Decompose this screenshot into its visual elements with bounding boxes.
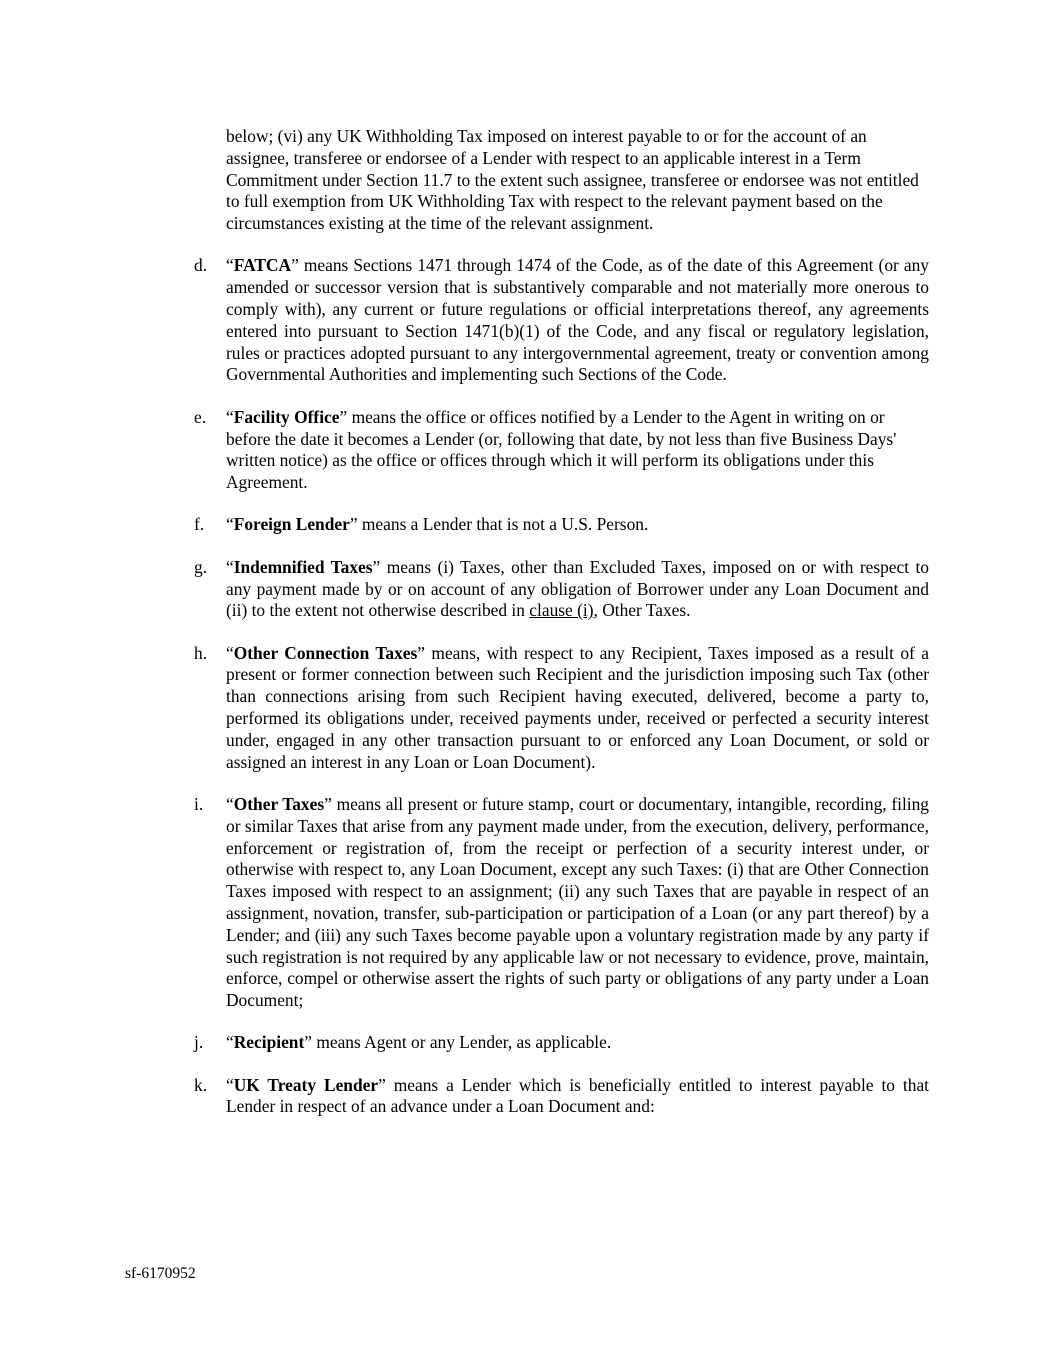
document-id-footer: sf-6170952 [125, 1265, 196, 1282]
intro-text: below; (vi) any UK Withholding Tax imposed on interest payable to or for the account of an assignee, transferee or endorsee of a Lender with respect to an applicable interest in a Term Commitment under Section 11.7 to the extent such assignee, transferee or endorsee was not entitled to full exemption from UK Withholding Tax with respect to the relevant payment based on the circumstances existing at the time of the relevant assignment. [226, 126, 919, 234]
list-marker: k. [194, 1074, 208, 1095]
defined-term: Recipient [233, 1032, 305, 1053]
list-marker: h. [194, 642, 208, 663]
definition-uk-treaty-lender: k. “UK Treaty Lender” means a Lender which is beneficially entitled to interest payable to that Lender in respect of an advance under a Loan Document and: [194, 1074, 929, 1117]
definition-text: means a Lender that is not a U.S. Person. [357, 514, 649, 535]
defined-term: UK Treaty Lender [233, 1074, 379, 1095]
definition-text: means a Lender which is beneficially entitled to interest payable to that Lender in respect of an advance under a Loan Document and: [226, 1074, 929, 1117]
defined-term: Foreign Lender [233, 514, 350, 535]
definition-text: means the office or offices notified by a Lender to the Agent in writing on or before the date it becomes a Lender (or, following that date, by not less than five Business Days' written notice) as the office or offices through which it will perform its obligations under this Agreement. [226, 406, 897, 493]
list-marker: f. [194, 514, 205, 535]
definition-text: means Sections 1471 through 1474 of the Code, as of the date of this Agreement (or any amended or successor version that is substantively comparable and not materially more onerous to comply with), any current or future regulations or official interpretations thereof, any agreements entered into pursuant to Section 1471(b)(1) of the Code, and any fiscal or regulatory legislation, rules or practices adopted pursuant to any intergovernmental agreement, treaty or convention among Governmental Authorities and implementing such Sections of the Code. [226, 255, 929, 385]
definition-other-taxes: i. “Other Taxes” means all present or future stamp, court or documentary, intangible, recording, filing or similar Taxes that arise from any payment made under, from the execution, delivery, performance, enforcement or registration of, from the receipt or perfection of a security interest under, or otherwise with respect to, any Loan Document, except any such Taxes: (i) that are Other Connection Taxes imposed with respect to an assignment; (ii) any such Taxes that are payable in respect of an assignment, novation, transfer, sub-participation or participation of a Loan (or any part thereof) by a Lender; and (iii) any such Taxes become payable upon a voluntary registration made by any party if such registration is not required by any applicable law or not necessary to evidence, prove, maintain, enforce, compel or otherwise assert the rights of such party or obligations of any party under a Loan Document; [194, 793, 929, 1011]
intro-paragraph [226, 126, 929, 235]
list-marker: i. [194, 793, 204, 814]
defined-term: Other Connection Taxes [233, 642, 418, 663]
definition-facility-office: e. “Facility Office” means the office or offices notified by a Lender to the Agent in writing on or before the date it becomes a Lender (or, following that date, by not less than five Business Days' written notice) as the office or offices through which it will perform its obligations under this Agreement. [194, 406, 897, 493]
list-marker: j. [194, 1032, 204, 1053]
list-marker: d. [194, 255, 208, 276]
document-body [194, 126, 929, 1139]
definition-text: means (i) Taxes, other than Excluded Taxes, imposed on or with respect to any payment made by or on account of any obligation of Borrower under any Loan Document and (ii) to the extent not otherwise described in [226, 556, 929, 621]
clause-reference: clause (i) [529, 600, 594, 621]
definition-text-after: , Other Taxes. [593, 600, 691, 621]
defined-term: FATCA [233, 255, 292, 276]
defined-term: Facility Office [233, 406, 340, 427]
defined-term: Indemnified Taxes [233, 556, 373, 577]
definition-foreign-lender: f. “Foreign Lender” means a Lender that is not a U.S. Person. [194, 514, 649, 535]
definition-recipient: j. “Recipient” means Agent or any Lender, as applicable. [194, 1032, 612, 1053]
definition-text: means, with respect to any Recipient, Taxes imposed as a result of a present or former connection between such Recipient and the jurisdiction imposing such Tax (other than connections arising from such Recipient having executed, delivered, become a party to, performed its obligations under, received payments under, received or perfected a security interest under, engaged in any other transaction pursuant to or enforced any Loan Document, or sold or assigned an interest in any Loan or Loan Document). [226, 642, 929, 772]
definition-other-connection-taxes: h. “Other Connection Taxes” means, with respect to any Recipient, Taxes imposed as a result of a present or former connection between such Recipient and the jurisdiction imposing such Tax (other than connections arising from such Recipient having executed, delivered, become a party to, performed its obligations under, received payments under, received or perfected a security interest under, engaged in any other transaction pursuant to or enforced any Loan Document, or sold or assigned an interest in any Loan or Loan Document). [194, 642, 929, 772]
defined-term: Other Taxes [233, 793, 325, 814]
definition-text: means Agent or any Lender, as applicable. [311, 1032, 612, 1053]
definition-indemnified-taxes: g. “Indemnified Taxes” means (i) Taxes, other than Excluded Taxes, imposed on or with respect to any payment made by or on account of any obligation of Borrower under any Loan Document and (ii) to the extent not otherwise described in clause (i), Other Taxes. [194, 556, 929, 621]
definition-fatca: d. “FATCA” means Sections 1471 through 1474 of the Code, as of the date of this Agreement (or any amended or successor version that is substantively comparable and not materially more onerous to comply with), any current or future regulations or official interpretations thereof, any agreements entered into pursuant to Section 1471(b)(1) of the Code, and any fiscal or regulatory legislation, rules or practices adopted pursuant to any intergovernmental agreement, treaty or convention among Governmental Authorities and implementing such Sections of the Code. [194, 255, 929, 385]
list-marker: g. [194, 556, 208, 577]
list-marker: e. [194, 406, 207, 427]
definition-text: means all present or future stamp, court or documentary, intangible, recording, filing or similar Taxes that arise from any payment made under, from the execution, delivery, performance, enforcement or registration of, from the receipt or perfection of a security interest under, or otherwise with respect to, any Loan Document, except any such Taxes: (i) that are Other Connection Taxes imposed with respect to an assignment; (ii) any such Taxes that are payable in respect of an assignment, novation, transfer, sub-participation or participation of a Loan (or any part thereof) by a Lender; and (iii) any such Taxes become payable upon a voluntary registration made by any party if such registration is not required by any applicable law or not necessary to evidence, prove, maintain, enforce, compel or otherwise assert the rights of such party or obligations of any party under a Loan Document; [226, 793, 929, 1011]
